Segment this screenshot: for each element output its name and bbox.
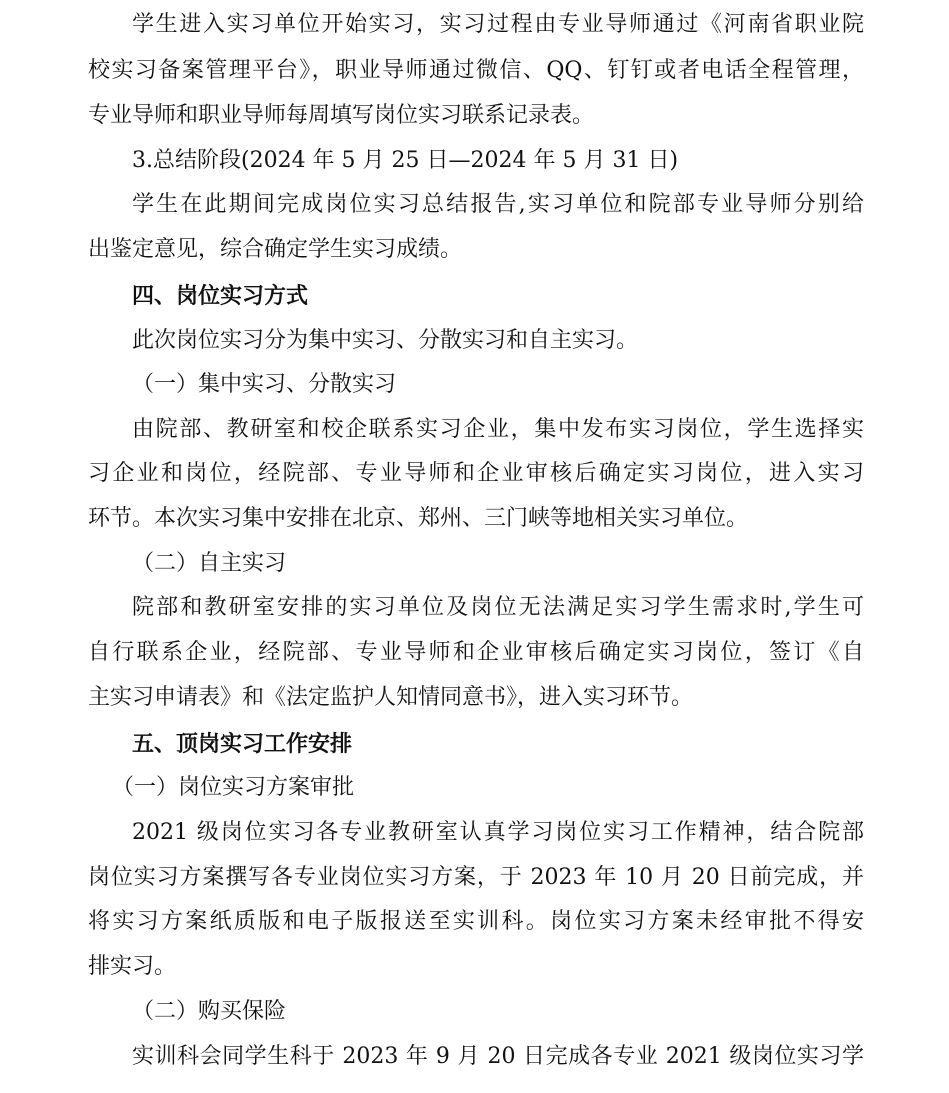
paragraph-line: 此次岗位实习分为集中实习、分散实习和自主实习。 [132, 328, 639, 353]
paragraph-line: 实训科会同学生科于 2023 年 9 月 20 日完成各专业 2021 级岗位实习学 [132, 1044, 864, 1069]
paragraph-line: 2021 级岗位实习各专业教研室认真学习岗位实习工作精神，结合院部 [132, 820, 864, 845]
subsection-heading: （二）购买保险 [132, 999, 287, 1024]
paragraph-line: 校实习备案管理平台》，职业导师通过微信、QQ、钉钉或者电话全程管理， [88, 58, 864, 83]
paragraph-line: 由院部、教研室和校企联系实习企业，集中发布实习岗位，学生选择实 [132, 417, 864, 442]
paragraph-line: 岗位实习方案撰写各专业岗位实习方案，于 2023 年 10 月 20 日前完成，并 [88, 865, 864, 890]
section-heading: 四、岗位实习方式 [132, 283, 309, 309]
paragraph-line: 专业导师和职业导师每周填写岗位实习联系记录表。 [88, 103, 595, 128]
paragraph-line: 将实习方案纸质版和电子版报送至实训科。岗位实习方案未经审批不得安 [88, 909, 864, 934]
subsection-heading: （二）自主实习 [132, 551, 287, 576]
subsection-heading: （一）集中实习、分散实习 [132, 372, 397, 397]
paragraph-line: 学生进入实习单位开始实习，实习过程由专业导师通过《河南省职业院 [132, 12, 864, 37]
paragraph-line: 环节。本次实习集中安排在北京、郑州、三门峡等地相关实习单位。 [88, 506, 749, 531]
paragraph-line: 出鉴定意见，综合确定学生实习成绩。 [88, 237, 463, 262]
paragraph-line: 自行联系企业，经院部、专业导师和企业审核后确定实习岗位，签订《自 [88, 640, 864, 665]
paragraph-line: 习企业和岗位，经院部、专业导师和企业审核后确定实习岗位，进入实习 [88, 461, 864, 486]
paragraph-line: 院部和教研室安排的实习单位及岗位无法满足实习学生需求时,学生可 [132, 595, 864, 620]
paragraph-line: 学生在此期间完成岗位实习总结报告,实习单位和院部专业导师分别给 [132, 192, 864, 217]
paragraph-line: 排实习。 [88, 954, 177, 979]
section-item: 3.总结阶段(2024 年 5 月 25 日—2024 年 5 月 31 日) [132, 148, 679, 173]
subsection-heading: （一）岗位实习方案审批 [112, 775, 355, 800]
paragraph-line: 主实习申请表》和《法定监护人知情同意书》，进入实习环节。 [88, 685, 694, 710]
section-heading: 五、顶岗实习工作安排 [132, 731, 353, 757]
